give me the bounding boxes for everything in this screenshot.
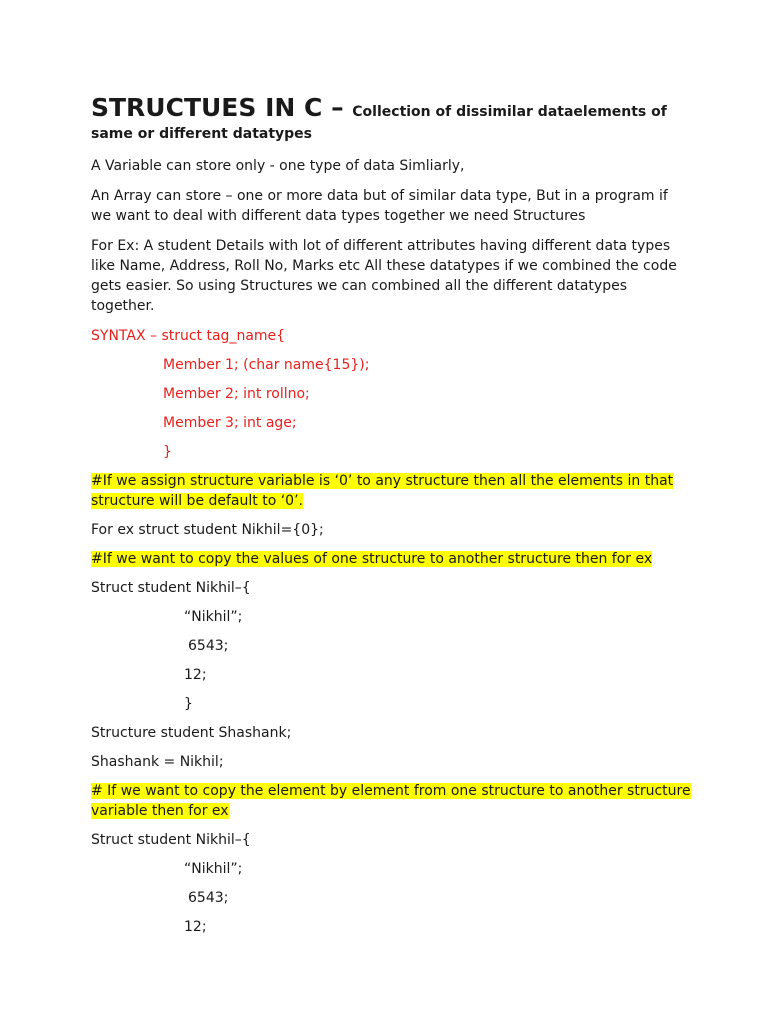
code2-line-2: “Nikhil”; [184,860,243,877]
code1-line-5: } [184,695,193,712]
syntax-header: SYNTAX – struct tag_name{ [91,327,286,344]
syntax-member-3: Member 3; int age; [163,414,297,431]
syntax-member-1: Member 1; (char name{15}); [163,356,370,373]
title-subtitle: Collection of dissimilar dataelements of same or different datatypes [91,104,667,143]
title-main: STRUCTUES IN C – [91,93,353,122]
syntax-close-brace: } [163,443,172,460]
highlight-note-copy-structure: #If we want to copy the values of one structure to another structure then for ex [91,550,653,567]
highlight-note-copy-element: # If we want to copy the element by element from one structure to another structure variable then for ex [91,782,691,819]
document-page [91,92,691,946]
paragraph-example: For Ex: A student Details with lot of different attributes having different data types like Name, Address, Roll No, Marks etc All these datatypes if we combined the code gets easier. So using Structures we can combined all the different datatypes together. [91,237,677,314]
code1-line-4: 12; [184,666,207,683]
syntax-member-2: Member 2; int rollno; [163,385,310,402]
highlight-note-zero-assign: #If we assign structure variable is ‘0’ to any structure then all the elements in that structure will be default to ‘0’. [91,472,674,509]
note-copy-structure [91,549,691,569]
code2-line-1: Struct student Nikhil–{ [91,831,251,848]
code1-line-6: Structure student Shashank; [91,724,292,741]
paragraph-array: An Array can store – one or more data but of similar data type, But in a program if we want to deal with different data types together we need Structures [91,187,668,224]
code1-line-3: 6543; [188,637,229,654]
paragraph-variable: A Variable can store only - one type of data Simliarly, [91,157,465,174]
code1-line-7: Shashank = Nikhil; [91,753,224,770]
code1-line-2: “Nikhil”; [184,608,243,625]
code2-line-4: 12; [184,918,207,935]
code2-line-3: 6543; [188,889,229,906]
note-copy-element [91,781,691,821]
note-zero-assign [91,471,691,511]
document-title [91,92,691,144]
example-zero-init: For ex struct student Nikhil={0}; [91,521,324,538]
code1-line-1: Struct student Nikhil–{ [91,579,251,596]
